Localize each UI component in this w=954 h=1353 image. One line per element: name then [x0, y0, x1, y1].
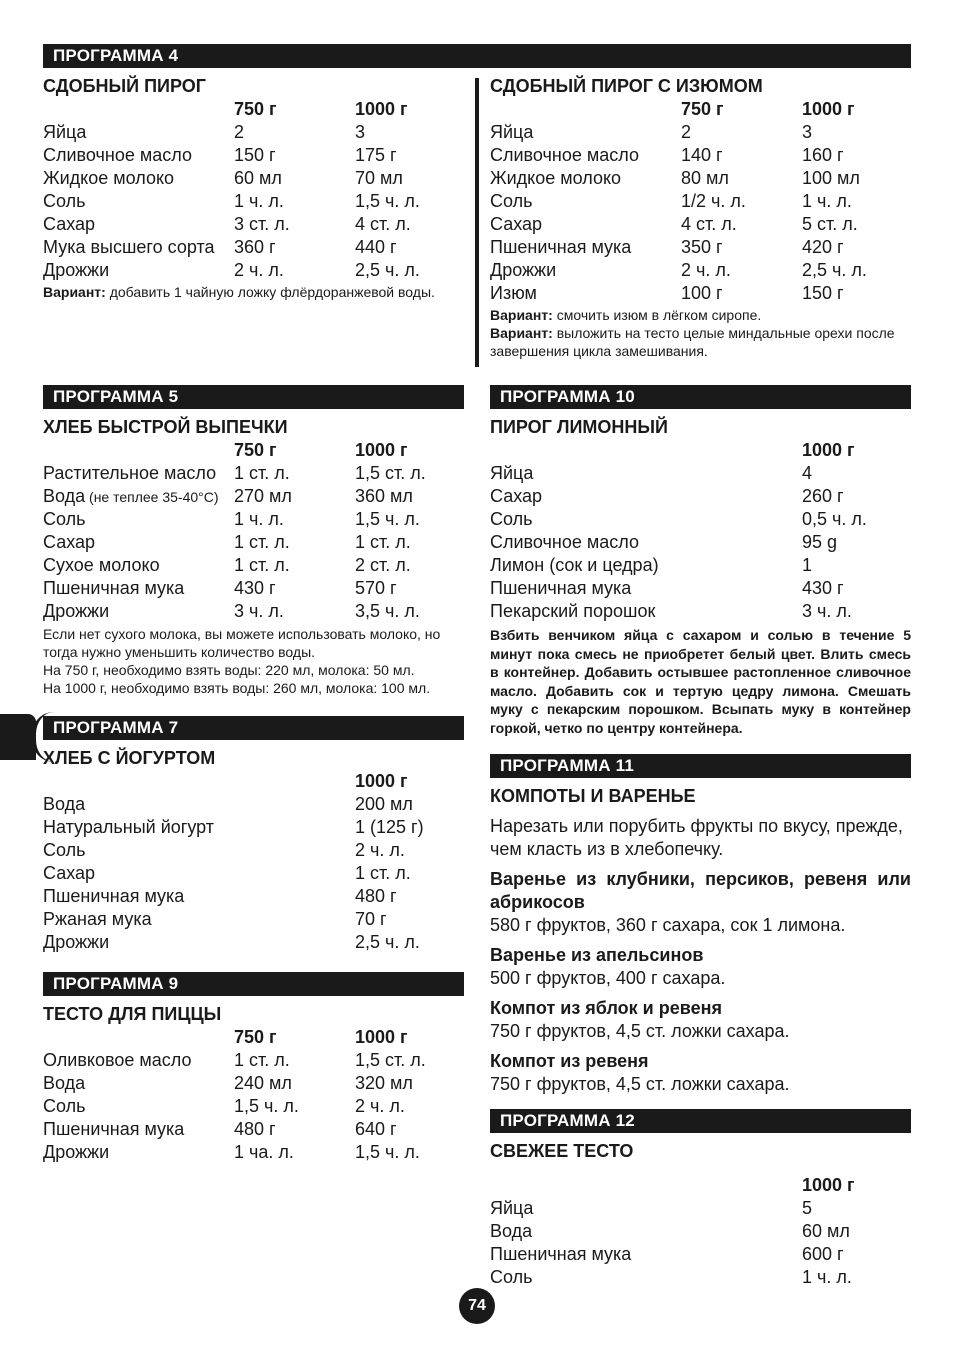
ingredient-1000: 175 г	[355, 145, 397, 165]
ingredient-name: Яйца	[490, 122, 534, 142]
ingredient-row	[43, 931, 464, 954]
col-750: 750 г	[681, 99, 724, 119]
ingredient-750: 1,5 ч. л.	[234, 1096, 299, 1116]
column-headers	[43, 1026, 464, 1049]
ingredient-row	[43, 885, 464, 908]
ingredient-row	[43, 1072, 464, 1095]
ingredient-1000: 4	[802, 463, 813, 483]
ingredient-row	[490, 144, 911, 167]
program-4-header: ПРОГРАММА 4	[43, 44, 911, 68]
ingredient-1000: 1 (125 г)	[355, 817, 424, 837]
ingredient-750: 360 г	[234, 237, 276, 257]
recipe-note: Если нет сухого молока, вы можете использовать молоко, но тогда нужно уменьшить количество воды.	[43, 626, 441, 660]
program-10-header: ПРОГРАММА 10	[490, 385, 911, 409]
ingredient-row	[490, 1220, 911, 1243]
ingredient-1000: 70 г	[355, 909, 387, 929]
ingredient-1000: 360 мл	[355, 486, 413, 506]
ingredient-1000: 100 мл	[802, 168, 860, 188]
column-headers	[490, 98, 911, 121]
ingredient-name: Яйца	[490, 1198, 534, 1218]
variant-label: Вариант:	[490, 325, 553, 341]
ingredient-750: 1 ч. л.	[234, 191, 284, 211]
program-9-recipe	[43, 1003, 464, 1164]
ingredient-name: Оливковое масло	[43, 1050, 192, 1070]
program-11-header: ПРОГРАММА 11	[490, 754, 911, 778]
variant-text: смочить изюм в лёгком сиропе.	[552, 307, 762, 323]
ingredient-1000: 1 ч. л.	[802, 1267, 852, 1287]
ingredient-name: Натуральный йогурт	[43, 817, 214, 837]
ingredient-name: Вода	[43, 1073, 86, 1093]
recipe-note: На 750 г, необходимо взять воды: 220 мл, молока: 50 мл.	[43, 662, 415, 678]
program-11-recipe	[490, 785, 911, 1096]
ingredient-row	[43, 213, 467, 236]
program-4-right-recipe	[490, 75, 911, 360]
ingredient-1000: 2,5 ч. л.	[802, 260, 867, 280]
column-headers	[490, 439, 911, 462]
ingredient-row	[490, 213, 911, 236]
item-text: 750 г фруктов, 4,5 ст. ложки сахара.	[490, 1074, 790, 1094]
item-text: 500 г фруктов, 400 г сахара.	[490, 968, 726, 988]
ingredient-750: 100 г	[681, 283, 723, 303]
col-1000: 1000 г	[355, 771, 408, 791]
recipe-title: СДОБНЫЙ ПИРОГ	[43, 76, 206, 96]
ingredient-row	[43, 554, 464, 577]
ingredient-750: 2	[234, 122, 245, 142]
ingredient-name: Пшеничная мука	[490, 1244, 632, 1264]
item-title: Варенье из апельсинов	[490, 945, 704, 965]
chapter-tab	[0, 714, 36, 760]
ingredient-name: Сахар	[43, 863, 96, 883]
ingredient-750: 3 ст. л.	[234, 214, 290, 234]
ingredient-row	[43, 1141, 464, 1164]
ingredient-name: Пшеничная мука	[43, 886, 185, 906]
recipe-title: ХЛЕБ БЫСТРОЙ ВЫПЕЧКИ	[43, 417, 288, 437]
recipe-note: На 1000 г, необходимо взять воды: 260 мл, молока: 100 мл.	[43, 680, 431, 696]
program-10-recipe	[490, 416, 911, 737]
ingredient-name: Соль	[490, 509, 533, 529]
item-title: Компот из яблок и ревеня	[490, 998, 722, 1018]
ingredient-1000: 60 мл	[802, 1221, 850, 1241]
ingredient-750: 2 ч. л.	[234, 260, 284, 280]
ingredient-name: Вода	[43, 794, 86, 814]
ingredient-row	[43, 793, 464, 816]
ingredient-name: Вода	[490, 1221, 533, 1241]
ingredient-750: 240 мл	[234, 1073, 292, 1093]
ingredient-row	[43, 1118, 464, 1141]
variant-note	[490, 306, 911, 324]
ingredient-name: Дрожжи	[43, 932, 110, 952]
ingredient-row	[490, 1266, 911, 1289]
ingredient-name: Дрожжи	[43, 1142, 110, 1162]
ingredient-750: 4 ст. л.	[681, 214, 737, 234]
ingredient-1000: 3,5 ч. л.	[355, 601, 420, 621]
ingredient-name: Дрожжи	[43, 260, 110, 280]
ingredient-name: Изюм	[490, 283, 537, 303]
column-headers	[43, 439, 464, 462]
ingredient-name: Сухое молоко	[43, 555, 160, 575]
ingredient-name: Жидкое молоко	[43, 168, 175, 188]
ingredient-750: 150 г	[234, 145, 276, 165]
ingredient-row	[43, 577, 464, 600]
variant-text: выложить на тесто целые миндальные орехи после завершения цикла замешивания.	[490, 325, 895, 359]
recipe-title: ХЛЕБ С ЙОГУРТОМ	[43, 748, 216, 768]
col-1000: 1000 г	[355, 1027, 408, 1047]
program-12-header: ПРОГРАММА 12	[490, 1109, 911, 1133]
ingredient-1000: 600 г	[802, 1244, 844, 1264]
ingredient-row	[43, 462, 464, 485]
ingredient-name: Лимон (сок и цедра)	[490, 555, 659, 575]
variant-note	[43, 283, 467, 301]
ingredient-row	[490, 554, 911, 577]
ingredient-1000: 1,5 ч. л.	[355, 1142, 420, 1162]
ingredient-name: Жидкое молоко	[490, 168, 622, 188]
ingredient-1000: 1,5 ст. л.	[355, 463, 426, 483]
recipe-title: ТЕСТО ДЛЯ ПИЦЦЫ	[43, 1004, 222, 1024]
ingredient-row	[490, 485, 911, 508]
ingredient-name: Соль	[43, 191, 86, 211]
ingredient-750: 1 ча. л.	[234, 1142, 294, 1162]
ingredient-row	[490, 236, 911, 259]
ingredient-750: 1 ч. л.	[234, 509, 284, 529]
ingredient-name-text: Вода	[43, 486, 86, 506]
col-750: 750 г	[234, 440, 277, 460]
ingredient-row	[43, 167, 467, 190]
program-5-recipe	[43, 416, 464, 697]
ingredient-750: 1 ст. л.	[234, 532, 290, 552]
ingredient-row	[43, 508, 464, 531]
column-divider	[475, 78, 479, 367]
ingredient-1000: 4 ст. л.	[355, 214, 411, 234]
ingredient-row	[43, 600, 464, 623]
program-12-recipe	[490, 1140, 911, 1289]
program-7-recipe	[43, 747, 464, 954]
page-number: 74	[459, 1288, 495, 1324]
ingredient-row	[43, 485, 464, 508]
col-1000: 1000 г	[355, 99, 408, 119]
ingredient-row	[490, 577, 911, 600]
ingredient-1000: 430 г	[802, 578, 844, 598]
ingredient-1000: 160 г	[802, 145, 844, 165]
ingredient-1000: 420 г	[802, 237, 844, 257]
ingredient-1000: 1 ч. л.	[802, 191, 852, 211]
ingredient-name: Сливочное масло	[43, 145, 192, 165]
ingredient-750: 140 г	[681, 145, 723, 165]
ingredient-name: Пшеничная мука	[43, 578, 185, 598]
recipe-intro: Нарезать или порубить фрукты по вкусу, прежде, чем класть из в хлебопечку.	[490, 816, 903, 859]
ingredient-name: Сливочное масло	[490, 145, 639, 165]
col-750: 750 г	[234, 99, 277, 119]
ingredient-1000: 1 ст. л.	[355, 863, 411, 883]
ingredient-row	[490, 531, 911, 554]
ingredient-name: Пекарский порошок	[490, 601, 656, 621]
ingredient-1000: 3 ч. л.	[802, 601, 852, 621]
ingredient-row	[43, 531, 464, 554]
ingredient-1000: 1,5 ч. л.	[355, 509, 420, 529]
ingredient-row	[43, 236, 467, 259]
program-5-header: ПРОГРАММА 5	[43, 385, 464, 409]
ingredient-1000: 5	[802, 1198, 813, 1218]
ingredient-1000: 480 г	[355, 886, 397, 906]
ingredient-row	[490, 121, 911, 144]
recipe-title: СДОБНЫЙ ПИРОГ С ИЗЮМОМ	[490, 76, 763, 96]
ingredient-name: Пшеничная мука	[490, 578, 632, 598]
ingredient-1000: 3	[802, 122, 813, 142]
ingredient-row	[490, 259, 911, 282]
ingredient-row	[490, 600, 911, 623]
ingredient-row	[490, 1197, 911, 1220]
ingredient-1000: 1 ст. л.	[355, 532, 411, 552]
ingredient-1000: 150 г	[802, 283, 844, 303]
water-temp-note: (не теплее 35-40°C)	[85, 489, 219, 505]
recipe-title: ПИРОГ ЛИМОННЫЙ	[490, 417, 668, 437]
ingredient-row	[43, 190, 467, 213]
item-title: Компот из ревеня	[490, 1051, 649, 1071]
recipe-instructions: Взбить венчиком яйца с сахаром и солью в течение 5 минут пока смесь не приобретет белый цвет. Влить смесь в контейнер. Добавить остывшее растопленное сливочное масло. Добавить сок и тертую цедру лимона. Смешать муку с пекарским порошком. Всыпать муку в контейнер горкой, четко по центру контейнера.	[490, 627, 911, 736]
ingredient-1000: 200 мл	[355, 794, 413, 814]
ingredient-750: 480 г	[234, 1119, 276, 1139]
ingredient-name: Соль	[490, 1267, 533, 1287]
ingredient-1000: 1,5 ст. л.	[355, 1050, 426, 1070]
ingredient-1000: 2 ч. л.	[355, 1096, 405, 1116]
variant-text: добавить 1 чайную ложку флёрдоранжевой воды.	[105, 284, 435, 300]
variant-note	[490, 324, 911, 360]
ingredient-name: Яйца	[490, 463, 534, 483]
ingredient-1000: 70 мл	[355, 168, 403, 188]
ingredient-name: Пшеничная мука	[43, 1119, 185, 1139]
ingredient-row	[490, 190, 911, 213]
ingredient-1000: 2 ч. л.	[355, 840, 405, 860]
ingredient-row	[43, 144, 467, 167]
ingredient-750: 1 ст. л.	[234, 463, 290, 483]
ingredient-name: Растительное масло	[43, 463, 217, 483]
ingredient-750: 1 ст. л.	[234, 1050, 290, 1070]
ingredient-750: 80 мл	[681, 168, 729, 188]
ingredient-name: Сахар	[43, 532, 96, 552]
ingredient-750: 350 г	[681, 237, 723, 257]
variant-label: Вариант:	[43, 284, 106, 300]
col-1000: 1000 г	[355, 440, 408, 460]
recipe-title: СВЕЖЕЕ ТЕСТО	[490, 1141, 634, 1161]
ingredient-row	[43, 1095, 464, 1118]
ingredient-750: 270 мл	[234, 486, 292, 506]
column-headers	[490, 1174, 911, 1197]
ingredient-row	[43, 1049, 464, 1072]
ingredient-1000: 1,5 ч. л.	[355, 191, 420, 211]
ingredient-name: Соль	[43, 1096, 86, 1116]
item-text: 750 г фруктов, 4,5 ст. ложки сахара.	[490, 1021, 790, 1041]
ingredient-row	[43, 259, 467, 282]
ingredient-name: Соль	[43, 840, 86, 860]
ingredient-750: 60 мл	[234, 168, 282, 188]
ingredient-1000: 440 г	[355, 237, 397, 257]
ingredient-name: Ржаная мука	[43, 909, 152, 929]
ingredient-name: Соль	[43, 509, 86, 529]
column-headers	[43, 98, 467, 121]
col-1000: 1000 г	[802, 1175, 855, 1195]
ingredient-1000: 5 ст. л.	[802, 214, 858, 234]
ingredient-name: Яйца	[43, 122, 87, 142]
ingredient-name: Дрожжи	[490, 260, 557, 280]
ingredient-1000: 640 г	[355, 1119, 397, 1139]
ingredient-name: Пшеничная мука	[490, 237, 632, 257]
ingredient-name: Дрожжи	[43, 601, 110, 621]
ingredient-name: Сахар	[490, 486, 543, 506]
col-1000: 1000 г	[802, 99, 855, 119]
ingredient-row	[490, 167, 911, 190]
ingredient-750: 1 ст. л.	[234, 555, 290, 575]
ingredient-1000: 1	[802, 555, 813, 575]
ingredient-1000: 320 мл	[355, 1073, 413, 1093]
col-1000: 1000 г	[802, 440, 855, 460]
ingredient-row	[43, 908, 464, 931]
ingredient-750: 2 ч. л.	[681, 260, 731, 280]
program-9-header: ПРОГРАММА 9	[43, 972, 464, 996]
ingredient-1000: 3	[355, 122, 366, 142]
ingredient-row	[490, 508, 911, 531]
ingredient-name: Сливочное масло	[490, 532, 639, 552]
ingredient-1000: 2,5 ч. л.	[355, 260, 420, 280]
ingredient-750: 1/2 ч. л.	[681, 191, 746, 211]
ingredient-name: Сахар	[490, 214, 543, 234]
program-7-header: ПРОГРАММА 7	[43, 716, 464, 740]
ingredient-row	[43, 816, 464, 839]
ingredient-1000: 95 g	[802, 532, 838, 552]
ingredient-row	[43, 862, 464, 885]
program-4-left-recipe	[43, 75, 467, 301]
ingredient-row	[490, 282, 911, 305]
ingredient-1000: 2 ст. л.	[355, 555, 411, 575]
ingredient-name: Мука высшего сорта	[43, 237, 215, 257]
ingredient-row	[43, 121, 467, 144]
ingredient-1000: 260 г	[802, 486, 844, 506]
ingredient-1000: 0,5 ч. л.	[802, 509, 867, 529]
ingredient-name: Соль	[490, 191, 533, 211]
ingredient-750: 2	[681, 122, 692, 142]
col-750: 750 г	[234, 1027, 277, 1047]
item-text: 580 г фруктов, 360 г сахара, сок 1 лимона.	[490, 915, 846, 935]
item-title: Варенье из клубники, персиков, ревеня или абрикосов	[490, 869, 911, 912]
ingredient-name	[43, 485, 219, 509]
ingredient-row	[43, 839, 464, 862]
ingredient-1000: 570 г	[355, 578, 397, 598]
ingredient-1000: 2,5 ч. л.	[355, 932, 420, 952]
ingredient-750: 3 ч. л.	[234, 601, 284, 621]
ingredient-row	[490, 1243, 911, 1266]
column-headers	[43, 770, 464, 793]
variant-label: Вариант:	[490, 307, 553, 323]
ingredient-row	[490, 462, 911, 485]
recipe-title: КОМПОТЫ И ВАРЕНЬЕ	[490, 786, 696, 806]
ingredient-750: 430 г	[234, 578, 276, 598]
ingredient-name: Сахар	[43, 214, 96, 234]
